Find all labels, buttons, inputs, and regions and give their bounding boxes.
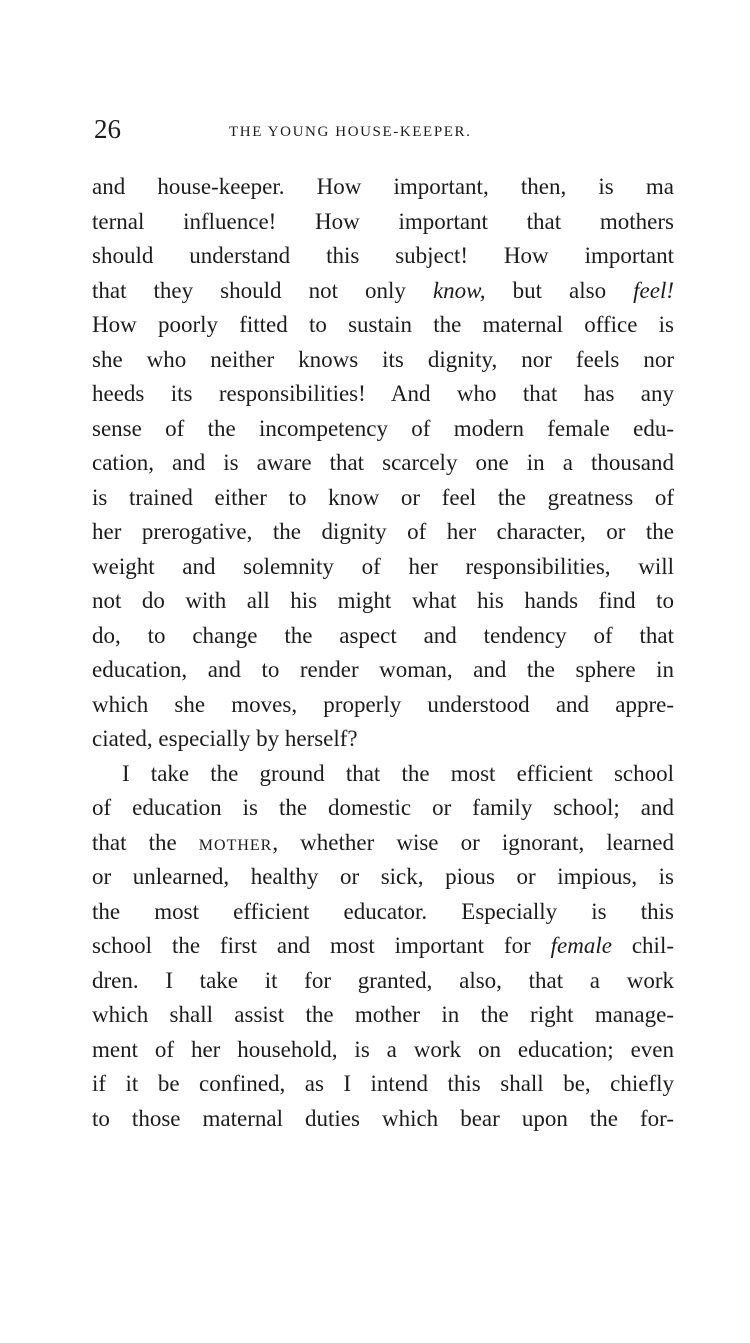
small-caps-word-mother: mother [198, 829, 273, 855]
text-line: which she moves, properly understood and appre- [92, 691, 674, 717]
text-run: school the first and most important for [92, 933, 551, 958]
running-head: THE YOUNG HOUSE-KEEPER. [229, 124, 472, 140]
text-run: chil- [611, 933, 674, 958]
text-run: that the [92, 829, 199, 855]
text-line: or unlearned, healthy or sick, pious or impious, is [92, 864, 674, 889]
italic-word-know: know, [432, 277, 486, 303]
italic-word-female: female [550, 933, 612, 958]
page-number: 26 [94, 114, 121, 144]
text-line: her prerogative, the dignity of her character, or the [92, 519, 674, 544]
text-line: which shall assist the mother in the right manage- [92, 1002, 674, 1027]
text-line: to those maternal duties which bear upon the for- [92, 1105, 674, 1131]
text-line: ment of her household, is a work on education; even [92, 1036, 674, 1062]
paragraph-2 [92, 757, 674, 1137]
text-line: sense of the incompetency of modern female edu- [92, 415, 674, 441]
text-line: and house-keeper. How important, then, is ma [92, 174, 674, 199]
text-run: that they should not only [92, 277, 433, 303]
italic-word-feel: feel! [633, 277, 674, 303]
text-line: she who neither knows its dignity, nor feels nor [92, 346, 674, 372]
text-line: cation, and is aware that scarcely one in a thousand [92, 450, 674, 475]
text-line [92, 274, 674, 309]
text-line: education, and to render woman, and the sphere in [92, 657, 674, 682]
text-line: of education is the domestic or family school; and [92, 795, 674, 820]
text-line: is trained either to know or feel the greatness of [92, 484, 674, 510]
text-line: if it be confined, as I intend this shall be, chiefly [92, 1071, 674, 1096]
text-line: ternal influence! How important that mothers [92, 208, 674, 234]
text-line: dren. I take it for granted, also, that a work [92, 967, 674, 993]
text-line: I take the ground that the most efficient school [122, 760, 674, 786]
text-line [92, 826, 674, 861]
text-run: but also [485, 277, 634, 303]
body-text [92, 170, 674, 1136]
text-line: the most efficient educator. Especially is this [92, 898, 674, 924]
paragraph-1 [92, 170, 674, 757]
text-line: should understand this subject! How important [92, 243, 674, 268]
text-run: , whether wise or ignorant, learned [272, 829, 675, 855]
text-line: How poorly fitted to sustain the maternal office is [92, 312, 674, 337]
text-line: do, to change the aspect and tendency of that [92, 622, 674, 648]
text-line: not do with all his might what his hands find to [92, 588, 674, 613]
text-line: weight and solemnity of her responsibilities, will [92, 553, 674, 579]
page-header [94, 112, 674, 146]
text-line: heeds its responsibilities! And who that has any [92, 381, 674, 406]
text-line [92, 929, 674, 964]
text-line: ciated, especially by herself? [92, 726, 358, 751]
